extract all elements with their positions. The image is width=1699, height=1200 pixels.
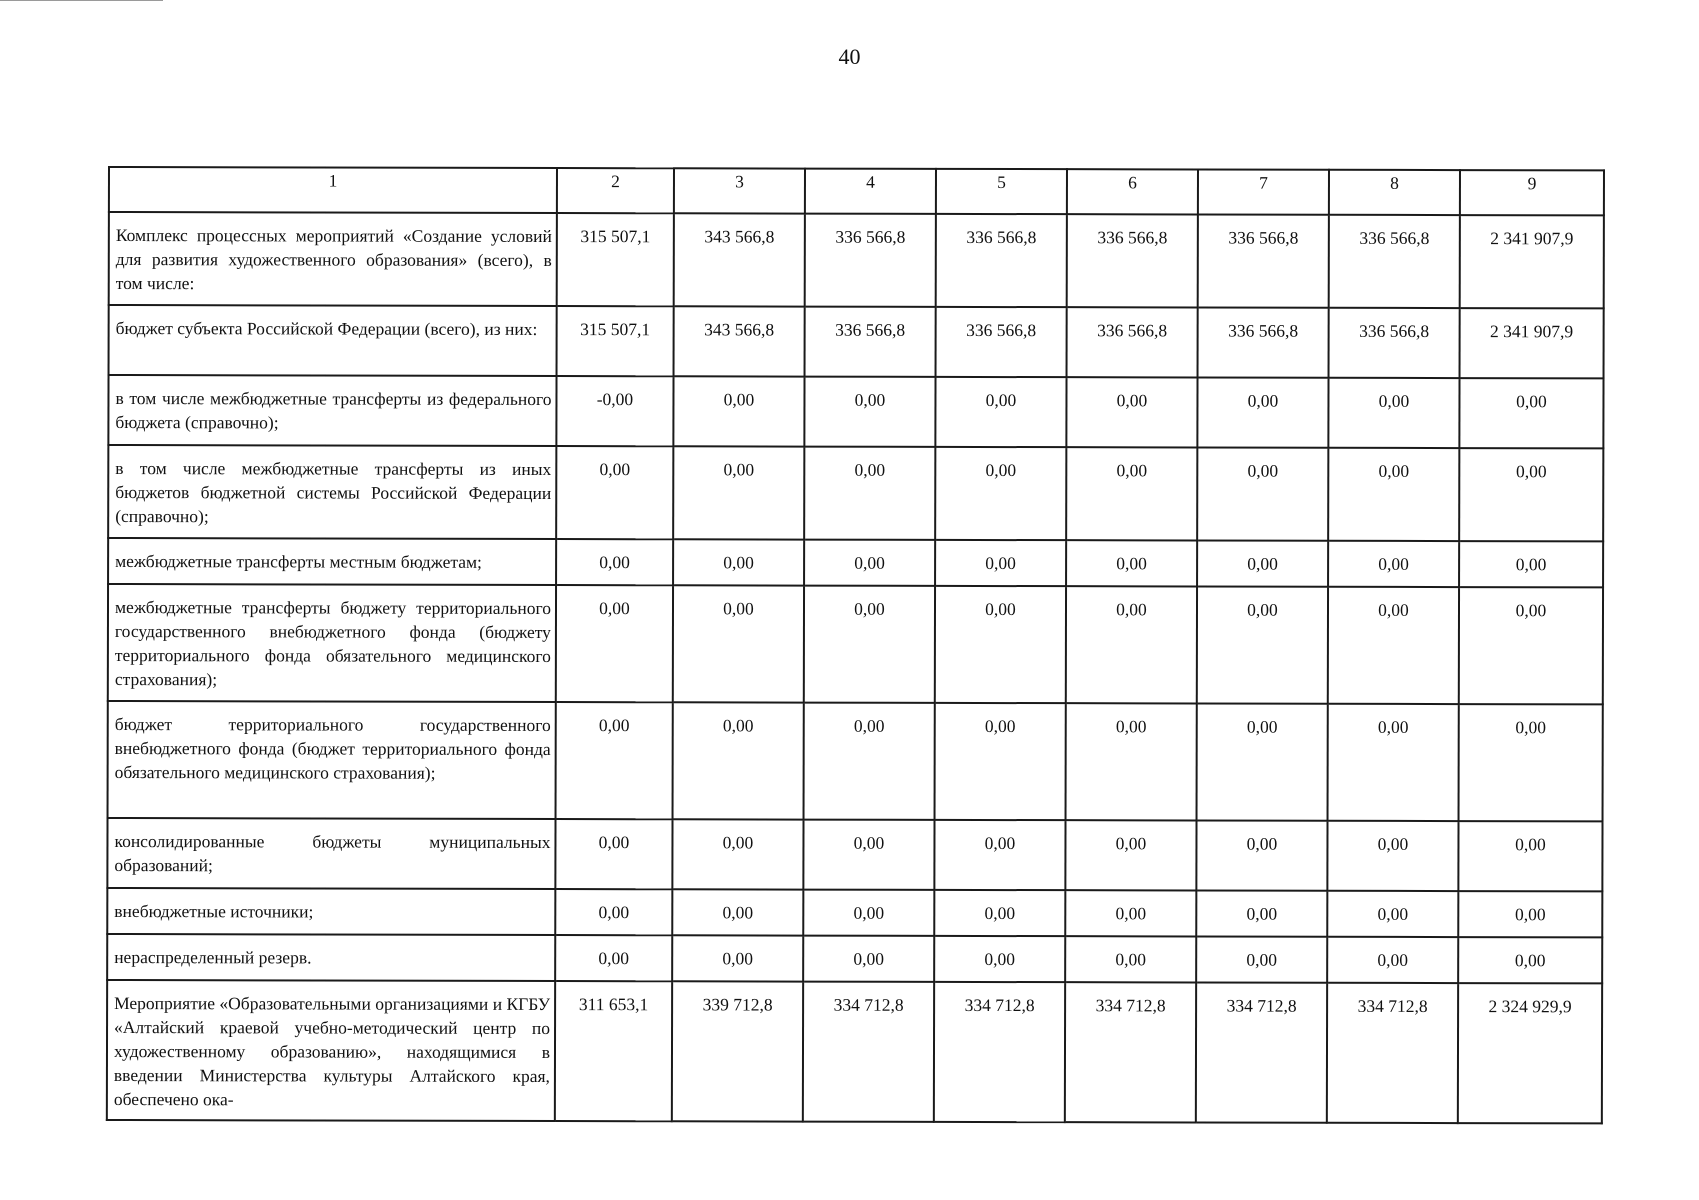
value-cell: 0,00 — [1196, 820, 1327, 890]
value-cell: 336 566,8 — [1329, 215, 1460, 308]
value-cell: 334 712,8 — [1196, 982, 1327, 1122]
value-cell: 0,00 — [1459, 378, 1603, 448]
value-cell: 0,00 — [672, 889, 803, 935]
value-cell: 0,00 — [1065, 890, 1196, 936]
value-cell: 2 324 929,9 — [1458, 983, 1602, 1123]
value-cell: 0,00 — [934, 936, 1065, 982]
table-row — [107, 934, 1602, 983]
value-cell: 0,00 — [935, 377, 1066, 447]
value-cell: 0,00 — [1066, 586, 1197, 703]
value-cell: 2 341 907,9 — [1460, 215, 1604, 308]
row-label: межбюджетные трансферты бюджету территориального государственного внебюджетного фонда (бюджету территориального фонда обязательного медицинского страхования); — [108, 584, 556, 702]
value-cell: 343 566,8 — [674, 213, 805, 306]
value-cell: 0,00 — [1066, 540, 1197, 586]
value-cell: 0,00 — [1197, 703, 1328, 820]
value-cell: 311 653,1 — [555, 981, 672, 1121]
value-cell: -0,00 — [556, 376, 673, 446]
value-cell: 334 712,8 — [1327, 983, 1458, 1123]
value-cell: 0,00 — [803, 936, 934, 982]
value-cell: 0,00 — [804, 703, 935, 820]
row-label: бюджет субъекта Российской Федерации (всего), из них: — [109, 305, 557, 376]
column-header: 5 — [936, 169, 1067, 214]
value-cell: 0,00 — [935, 586, 1066, 703]
value-cell: 0,00 — [804, 540, 935, 586]
value-cell: 0,00 — [1459, 448, 1603, 541]
value-cell: 336 566,8 — [1198, 307, 1329, 377]
table-row — [108, 584, 1603, 704]
row-label: консолидированные бюджеты муниципальных образований; — [107, 818, 555, 889]
value-cell: 0,00 — [673, 446, 804, 539]
value-cell: 0,00 — [1197, 540, 1328, 586]
value-cell: 336 566,8 — [1198, 214, 1329, 307]
value-cell: 0,00 — [934, 820, 1065, 890]
value-cell: 336 566,8 — [805, 214, 936, 307]
column-header: 6 — [1067, 169, 1198, 214]
row-label: бюджет территориального государственного внебюджетного фонда (бюджет территориального фонда обязательного медицинского страхования); — [108, 701, 556, 819]
value-cell: 0,00 — [1066, 703, 1197, 820]
value-cell: 336 566,8 — [936, 307, 1067, 377]
table-row — [108, 445, 1603, 541]
column-header: 7 — [1198, 169, 1329, 214]
value-cell: 336 566,8 — [1329, 308, 1460, 378]
value-cell: 0,00 — [1066, 377, 1197, 447]
value-cell: 0,00 — [673, 702, 804, 819]
value-cell: 0,00 — [804, 586, 935, 703]
value-cell: 343 566,8 — [674, 306, 805, 376]
column-header: 1 — [109, 167, 557, 213]
value-cell: 0,00 — [673, 585, 804, 702]
value-cell: 0,00 — [556, 539, 673, 585]
value-cell: 0,00 — [1328, 587, 1459, 704]
column-header-row — [109, 167, 1604, 215]
value-cell: 0,00 — [1459, 704, 1603, 821]
value-cell: 0,00 — [934, 890, 1065, 936]
table-row — [108, 375, 1603, 448]
value-cell: 0,00 — [556, 446, 673, 539]
value-cell: 334 712,8 — [934, 982, 1065, 1122]
value-cell: 2 341 907,9 — [1460, 308, 1604, 378]
value-cell: 0,00 — [1197, 377, 1328, 447]
value-cell: 0,00 — [804, 377, 935, 447]
value-cell: 0,00 — [555, 889, 672, 935]
table-row — [109, 212, 1604, 308]
value-cell: 0,00 — [1328, 378, 1459, 448]
value-cell: 0,00 — [1459, 541, 1603, 587]
row-label: Комплекс процессных мероприятий «Создание условий для развития художественного образования» (всего), в том числе: — [109, 212, 557, 306]
value-cell: 0,00 — [1196, 936, 1327, 982]
value-cell: 0,00 — [672, 935, 803, 981]
value-cell: 0,00 — [1065, 820, 1196, 890]
table-row — [107, 888, 1602, 937]
table-row — [107, 818, 1602, 891]
value-cell: 0,00 — [1327, 891, 1458, 937]
value-cell: 0,00 — [1458, 891, 1602, 937]
value-cell: 0,00 — [1197, 447, 1328, 540]
column-header: 3 — [674, 168, 805, 213]
table-row — [107, 980, 1602, 1123]
value-cell: 0,00 — [803, 820, 934, 890]
page-number: 40 — [838, 44, 861, 69]
value-cell: 0,00 — [935, 703, 1066, 820]
value-cell: 0,00 — [1458, 821, 1602, 891]
value-cell: 334 712,8 — [1065, 982, 1196, 1122]
value-cell: 0,00 — [673, 376, 804, 446]
row-label: в том числе межбюджетные трансферты из иных бюджетов бюджетной системы Российской Федерации (справочно); — [108, 445, 556, 539]
table-row — [109, 305, 1604, 378]
column-header: 9 — [1460, 170, 1604, 215]
column-header: 8 — [1329, 170, 1460, 215]
row-label: Мероприятие «Образовательными организациями и КГБУ «Алтайский краевой учебно-методический центр по художественному образованию», находящимися в введении Министерства культуры Алтайского края, обеспечено ока- — [107, 980, 555, 1121]
value-cell: 0,00 — [556, 702, 673, 819]
budget-table — [106, 166, 1605, 1124]
row-label: в том числе межбюджетные трансферты из федерального бюджета (справочно); — [108, 375, 556, 446]
table-row — [108, 538, 1603, 587]
value-cell: 0,00 — [1328, 704, 1459, 821]
value-cell: 0,00 — [672, 819, 803, 889]
value-cell: 0,00 — [803, 890, 934, 936]
row-label: внебюджетные источники; — [107, 888, 555, 935]
value-cell: 336 566,8 — [936, 214, 1067, 307]
value-cell: 0,00 — [1328, 541, 1459, 587]
value-cell: 339 712,8 — [672, 981, 803, 1121]
value-cell: 315 507,1 — [557, 306, 674, 376]
value-cell: 336 566,8 — [1067, 214, 1198, 307]
value-cell: 336 566,8 — [805, 307, 936, 377]
value-cell: 0,00 — [1327, 821, 1458, 891]
top-rule — [0, 0, 163, 1]
value-cell: 0,00 — [1196, 890, 1327, 936]
value-cell: 0,00 — [804, 447, 935, 540]
value-cell: 336 566,8 — [1067, 307, 1198, 377]
value-cell: 334 712,8 — [803, 982, 934, 1122]
value-cell: 0,00 — [1458, 937, 1602, 983]
column-header: 2 — [557, 168, 674, 213]
value-cell: 0,00 — [935, 540, 1066, 586]
value-cell: 0,00 — [1328, 448, 1459, 541]
row-label: нераспределенный резерв. — [107, 934, 555, 981]
value-cell: 0,00 — [935, 447, 1066, 540]
value-cell: 0,00 — [1066, 447, 1197, 540]
value-cell: 315 507,1 — [557, 213, 674, 306]
value-cell: 0,00 — [1197, 586, 1328, 703]
column-header: 4 — [805, 169, 936, 214]
row-label: межбюджетные трансферты местным бюджетам; — [108, 538, 556, 585]
value-cell: 0,00 — [1065, 936, 1196, 982]
value-cell: 0,00 — [673, 539, 804, 585]
table-row — [108, 701, 1603, 821]
value-cell: 0,00 — [556, 585, 673, 702]
value-cell: 0,00 — [1459, 587, 1603, 704]
value-cell: 0,00 — [1327, 937, 1458, 983]
value-cell: 0,00 — [555, 935, 672, 981]
value-cell: 0,00 — [555, 819, 672, 889]
